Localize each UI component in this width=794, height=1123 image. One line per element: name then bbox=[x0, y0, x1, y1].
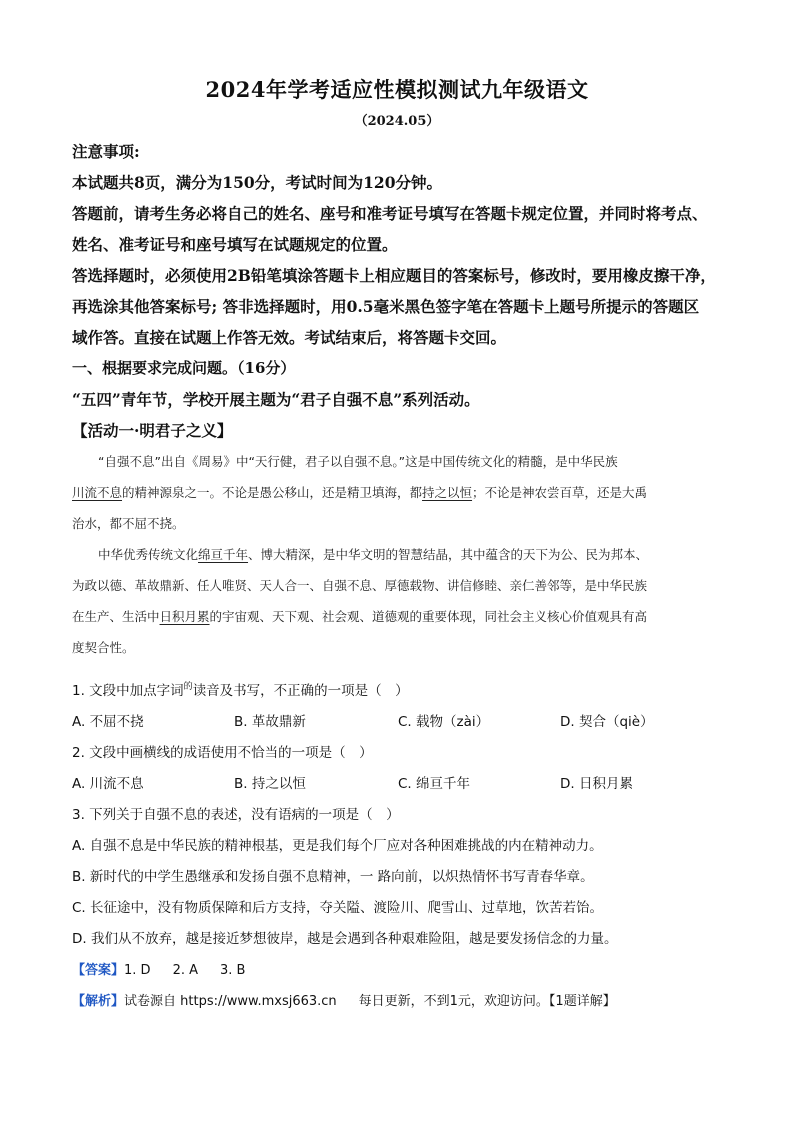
passage-line: 治水，都不屈不挠。 bbox=[72, 516, 185, 531]
question-1-stem: 1. 文段中加点字词$^的$读音及书写，不正确的一项是（ ） bbox=[72, 682, 409, 699]
notice-section bbox=[72, 136, 734, 446]
passage-line: 中华优秀传统文化绵亘千年、博大精深，是中华文明的智慧结晶，其中蕴含的天下为公、民为邦本、 bbox=[98, 547, 649, 562]
underlined-idiom: 持之以恒 bbox=[422, 485, 473, 500]
option-b: B. 革故鼎新 bbox=[234, 714, 306, 730]
answer-line: 【答案】1. D 2. A 3. B bbox=[72, 963, 246, 978]
analysis-tag: 【解析】 bbox=[72, 994, 125, 1009]
notice-line-4: 答选择题时，必须使用2B铅笔填涂答题卡上相应题目的答案标号，修改时，要用橡皮擦干净， bbox=[72, 266, 716, 285]
question-1-options bbox=[72, 707, 734, 738]
answer-tag: 【答案】 bbox=[72, 963, 125, 978]
question-3-option-a: A. 自强不息是中华民族的精神根基，更是我们每个厂应对各种困难挑战的内在精神动力。 bbox=[72, 838, 603, 854]
reading-passage bbox=[72, 446, 734, 663]
option-d: D. 契合（qiè） bbox=[560, 714, 654, 730]
option-a: A. 不屈不挠 bbox=[72, 714, 144, 730]
question-3-option-d: D. 我们从不放弃，越是接近梦想彼岸，越是会遇到各种艰难险阻，越是要发扬信念的力量。 bbox=[72, 931, 618, 947]
option-d: D. 日积月累 bbox=[560, 776, 633, 792]
question-3-option-c: C. 长征途中，没有物质保障和后方支持，夺关隘、渡险川、爬雪山、过草地，饮苦若饴。 bbox=[72, 900, 604, 916]
option-b: B. 持之以恒 bbox=[234, 776, 306, 792]
question-2-options bbox=[72, 769, 734, 800]
underlined-idiom: 川流不息 bbox=[72, 485, 123, 500]
notice-line-2: 答题前，请考生务必将自己的姓名、座号和准考证号填写在答题卡规定位置，并同时将考点、 bbox=[72, 204, 708, 223]
passage-line: 在生产、生活中日积月累的宇宙观、天下观、社会观、道德观的重要体现，同社会主义核心价值观具有高 bbox=[72, 609, 648, 624]
question-2-stem: 2. 文段中画横线的成语使用不恰当的一项是（ ） bbox=[72, 745, 373, 761]
source-link[interactable]: 试卷源自 https://www.mxsj663.cn bbox=[124, 994, 337, 1009]
passage-line: 川流不息的精神源泉之一。不论是愚公移山，还是精卫填海，都持之以恒；不论是神农尝百草，还是大禹 bbox=[72, 485, 648, 500]
notice-line-3: 姓名、准考证号和座号填写在试题规定的位置。 bbox=[72, 235, 398, 254]
passage-line: “自强不息”出自《周易》中“天行健，君子以自强不息。”这是中国传统文化的精髓，是中华民族 bbox=[98, 454, 618, 469]
question-3-stem: 3. 下列关于自强不息的表述，没有语病的一项是（ ） bbox=[72, 807, 400, 823]
option-a: A. 川流不息 bbox=[72, 776, 144, 792]
notice-heading: 注意事项: bbox=[72, 142, 140, 161]
analysis-line: 【解析】试卷源自 https://www.mxsj663.cn 每日更新，不到1元，欢迎访问。【1题详解】 bbox=[72, 994, 616, 1009]
notice-line-1: 本试题共8页，满分为150分，考试时间为120分钟。 bbox=[72, 173, 442, 192]
question-3-option-b: B. 新时代的中学生愚继承和发扬自强不息精神，一 路向前，以炽热情怀书写青春华章。 bbox=[72, 869, 594, 885]
passage-line: 为政以德、革故鼎新、任人唯贤、天人合一、自强不息、厚德载物、讲信修睦、亲仁善邻等，是中华民族 bbox=[72, 578, 648, 593]
option-c: C. 载物（zài） bbox=[398, 714, 490, 730]
option-c: C. 绵亘千年 bbox=[398, 776, 471, 792]
activity-heading: 【活动一·明君子之义】 bbox=[72, 421, 233, 440]
underlined-idiom: 绵亘千年 bbox=[198, 547, 249, 562]
questions-section bbox=[72, 672, 734, 1017]
section-heading: 一、根据要求完成问题。（16分） bbox=[72, 359, 296, 377]
exam-date: （2024.05） bbox=[354, 114, 440, 129]
passage-line: 度契合性。 bbox=[72, 640, 135, 655]
notice-line-6: 域作答。直接在试题上作答无效。考试结束后，将答题卡交回。 bbox=[72, 328, 507, 347]
exam-title: 2024年学考适应性模拟测试九年级语文 bbox=[205, 77, 589, 102]
section-intro: “五四”青年节，学校开展主题为“君子自强不息”系列活动。 bbox=[72, 390, 480, 409]
underlined-idiom: 日积月累 bbox=[159, 609, 210, 624]
notice-line-5: 再选涂其他答案标号; 答非选择题时，用0.5毫米黑色签字笔在答题卡上题号所提示的答题区 bbox=[72, 297, 700, 316]
